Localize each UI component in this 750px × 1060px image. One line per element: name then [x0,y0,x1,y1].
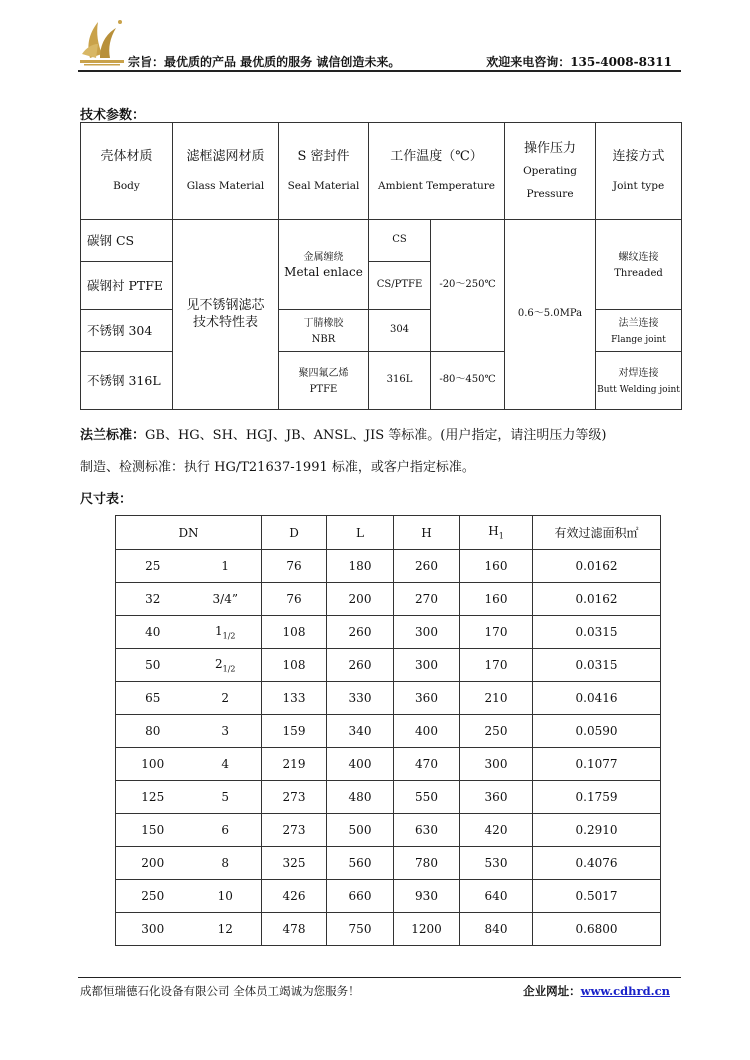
table-row [116,748,661,781]
dims-inch-cell: 4 [190,748,262,781]
dims-header-h: H [394,516,460,550]
dims-h1-cell: 170 [460,649,533,682]
dims-l-cell: 660 [327,880,394,913]
dims-area-cell: 0.0162 [533,583,661,616]
dims-h1-cell: 840 [460,913,533,946]
dims-inch-cell: 2 [190,682,262,715]
dims-l-cell: 260 [327,616,394,649]
footer-website: 企业网址：www.cdhrd.cn [523,984,670,998]
dims-l-cell: 340 [327,715,394,748]
dims-header-h1: $H_1$ [460,516,533,550]
dims-area-cell: 0.0315 [533,616,661,649]
website-link[interactable]: www.cdhrd.cn [580,984,670,998]
dims-area-cell: 0.6800 [533,913,661,946]
dims-dn-cell: 100 [116,748,190,781]
table-row [116,616,661,649]
dims-area-cell: 0.4076 [533,847,661,880]
dims-dn-cell: 25 [116,550,190,583]
spec-table [80,122,682,410]
table-row [116,847,661,880]
body-material-cell: 碳钢衬 PTFE [81,262,173,310]
dims-inch-cell: 6 [190,814,262,847]
dims-h1-cell: 420 [460,814,533,847]
temp-material-cell: CS [369,220,431,262]
dims-inch-cell: 12 [190,913,262,946]
dims-dn-cell: 50 [116,649,190,682]
dims-inch-cell: 8 [190,847,262,880]
table-row [116,781,661,814]
dims-h-cell: 1200 [394,913,460,946]
dims-l-cell: 480 [327,781,394,814]
spec-header-seal: S 密封件 Seal Material [279,123,369,220]
dims-dn-cell: 32 [116,583,190,616]
body-material-cell: 不锈钢 304 [81,310,173,352]
dims-h1-cell: 530 [460,847,533,880]
dims-dn-cell: 80 [116,715,190,748]
dims-h-cell: 930 [394,880,460,913]
dims-d-cell: 219 [262,748,327,781]
dimension-table [115,515,661,946]
dims-d-cell: 108 [262,649,327,682]
table-row [116,880,661,913]
spec-header-joint: 连接方式 Joint type [596,123,682,220]
dims-area-cell: 0.5017 [533,880,661,913]
dims-d-cell: 76 [262,583,327,616]
flange-standard: 法兰标准：GB、HG、SH、HGJ、JB、ANSL、JIS 等标准。(用户指定，请注明压力等级) [80,428,607,443]
dims-h-cell: 550 [394,781,460,814]
joint-cell: 螺纹连接 Threaded [596,220,682,310]
table-row [116,715,661,748]
pressure-cell: 0.6～5.0MPa [505,220,596,410]
dims-l-cell: 750 [327,913,394,946]
dims-h1-cell: 250 [460,715,533,748]
dims-dn-cell: 125 [116,781,190,814]
dims-d-cell: 76 [262,550,327,583]
dims-d-cell: 159 [262,715,327,748]
dims-h1-cell: 300 [460,748,533,781]
footer-company: 成都恒瑞德石化设备有限公司 全体员工竭诚为您服务！ [80,984,360,998]
company-motto: 宗旨：最优质的产品 最优质的服务 诚信创造未来。 [128,55,401,69]
temp-material-cell: 304 [369,310,431,352]
hotline: 欢迎来电咨询：135-4008-8311 [486,55,672,69]
body-material-cell: 不锈钢 316L [81,352,173,410]
spec-header-pressure: 操作压力 Operating Pressure [505,123,596,220]
dims-area-cell: 0.0315 [533,649,661,682]
dims-h1-cell: 640 [460,880,533,913]
dims-h-cell: 400 [394,715,460,748]
temp-range-cell: -80～450℃ [431,352,505,410]
dims-d-cell: 426 [262,880,327,913]
dims-h-cell: 470 [394,748,460,781]
temp-range-cell: -20～250℃ [431,220,505,352]
dims-l-cell: 180 [327,550,394,583]
spec-header-row [81,123,682,220]
dims-header-d: D [262,516,327,550]
dims-d-cell: 108 [262,616,327,649]
dims-d-cell: 478 [262,913,327,946]
temp-material-cell: 316L [369,352,431,410]
dims-l-cell: 560 [327,847,394,880]
glass-material-cell: 见不锈钢滤芯技术特性表 [173,220,279,410]
dims-d-cell: 133 [262,682,327,715]
dims-inch-cell: 5 [190,781,262,814]
dims-h-cell: 360 [394,682,460,715]
dims-d-cell: 273 [262,814,327,847]
header-divider [78,70,681,72]
joint-cell: 对焊连接 Butt Welding joint [596,352,682,410]
table-row [116,682,661,715]
dims-title: 尺寸表： [80,492,133,507]
dims-inch-cell: $2_{1/2}$ [190,649,262,682]
table-row [116,814,661,847]
dims-inch-cell: 1 [190,550,262,583]
spec-header-glass: 滤框滤网材质 Glass Material [173,123,279,220]
dims-area-cell: 0.0590 [533,715,661,748]
dims-header-dn: DN [116,516,262,550]
dims-dn-cell: 40 [116,616,190,649]
seal-cell: 丁腈橡胶 NBR [279,310,369,352]
dims-d-cell: 273 [262,781,327,814]
dims-h-cell: 300 [394,616,460,649]
dims-inch-cell: $1_{1/2}$ [190,616,262,649]
dims-header-row [116,516,661,550]
dims-dn-cell: 65 [116,682,190,715]
dims-dn-cell: 150 [116,814,190,847]
dims-dn-cell: 300 [116,913,190,946]
dims-h1-cell: 170 [460,616,533,649]
dims-h-cell: 630 [394,814,460,847]
seal-cell: 聚四氟乙烯 PTFE [279,352,369,410]
dims-area-cell: 0.0416 [533,682,661,715]
dims-l-cell: 330 [327,682,394,715]
dims-d-cell: 325 [262,847,327,880]
dims-h1-cell: 160 [460,583,533,616]
manufacture-standard: 制造、检测标准：执行 HG/T21637-1991 标准，或客户指定标准。 [80,460,475,475]
dims-h-cell: 260 [394,550,460,583]
dims-area-cell: 0.1077 [533,748,661,781]
body-material-cell: 碳钢 CS [81,220,173,262]
table-row [116,550,661,583]
dims-header-l: L [327,516,394,550]
spec-header-body: 壳体材质 Body [81,123,173,220]
dims-l-cell: 260 [327,649,394,682]
dims-dn-cell: 250 [116,880,190,913]
dims-area-cell: 0.0162 [533,550,661,583]
dims-h1-cell: 360 [460,781,533,814]
dims-area-cell: 0.2910 [533,814,661,847]
dims-h-cell: 300 [394,649,460,682]
dims-h-cell: 780 [394,847,460,880]
dims-inch-cell: 3 [190,715,262,748]
temp-material-cell: CS/PTFE [369,262,431,310]
dims-inch-cell: 10 [190,880,262,913]
dims-inch-cell: 3/4” [190,583,262,616]
dims-l-cell: 400 [327,748,394,781]
dims-h-cell: 270 [394,583,460,616]
dims-header-area: 有效过滤面积㎡ [533,516,661,550]
spec-title: 技术参数： [80,108,146,123]
dims-dn-cell: 200 [116,847,190,880]
dims-h1-cell: 160 [460,550,533,583]
dims-l-cell: 500 [327,814,394,847]
spec-header-temperature: 工作温度（℃） Ambient Temperature [369,123,505,220]
dims-h1-cell: 210 [460,682,533,715]
joint-cell: 法兰连接 Flange joint [596,310,682,352]
table-row [116,913,661,946]
seal-cell: 金属缠绕 Metal enlace [279,220,369,310]
table-row [116,649,661,682]
dims-area-cell: 0.1759 [533,781,661,814]
table-row [116,583,661,616]
dims-l-cell: 200 [327,583,394,616]
footer-divider [78,977,681,978]
company-logo [76,14,128,68]
